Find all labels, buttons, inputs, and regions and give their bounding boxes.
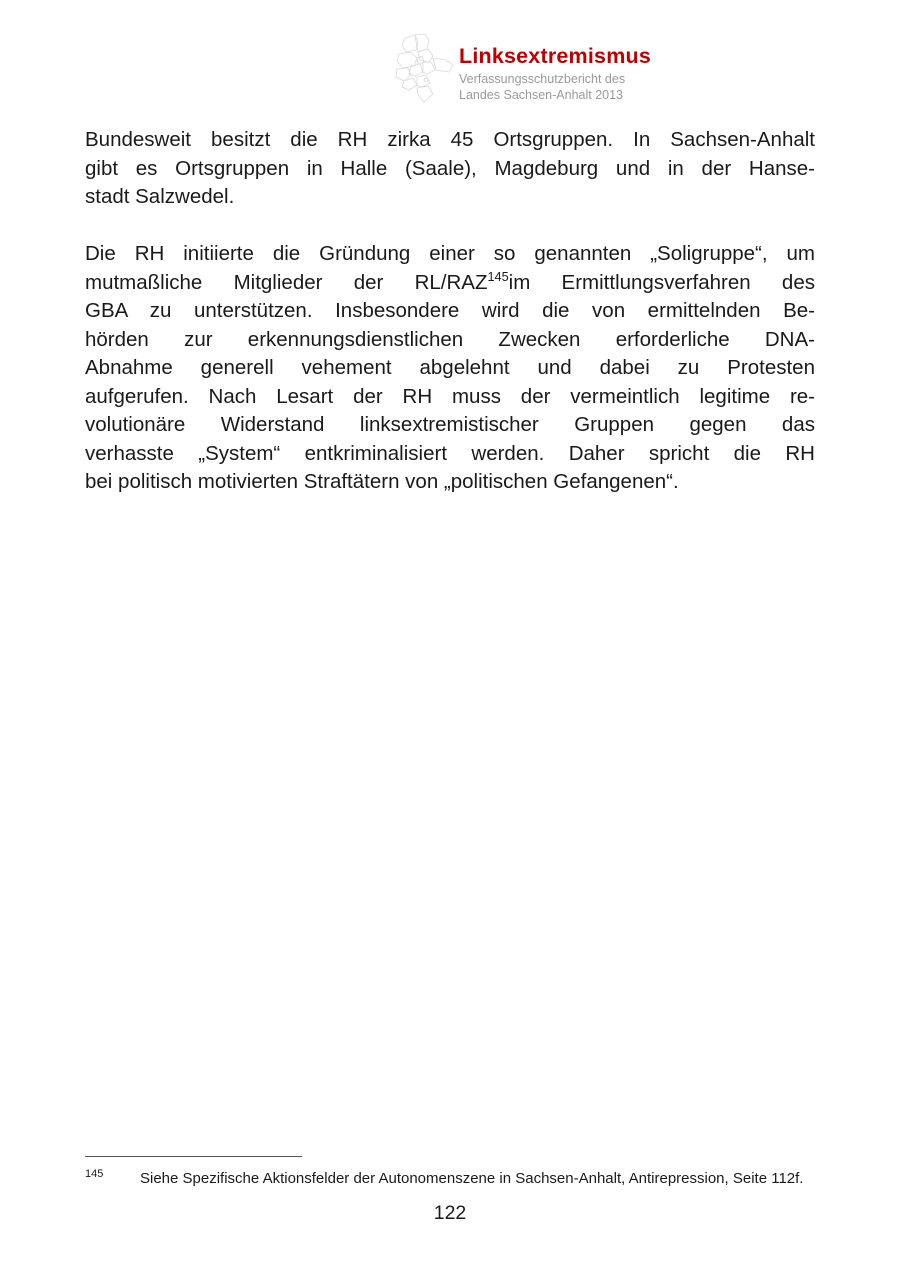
chapter-title: Linksextremismus bbox=[459, 44, 652, 68]
footnote-marker: 145 bbox=[85, 1168, 104, 1180]
paragraph-2 bbox=[85, 240, 815, 497]
text-line: GBA zu unterstützen. Insbesondere wird die von ermittelnden Be- bbox=[85, 299, 815, 322]
text-line: gibt es Ortsgruppen in Halle (Saale), Magdeburg und in der Hanse- bbox=[85, 156, 815, 180]
page-number: 122 bbox=[433, 1202, 467, 1224]
header-subtitle-line1: Verfassungsschutzbericht des bbox=[459, 72, 626, 86]
text-line: verhasste „System“ entkriminalisiert werden. Daher spricht die RH bbox=[85, 441, 815, 465]
text-line: Abnahme generell vehement abgelehnt und dabei zu Protesten bbox=[85, 356, 815, 379]
footnote bbox=[85, 1166, 815, 1188]
text-line: aufgerufen. Nach Lesart der RH muss der vermeintlich legitime re- bbox=[85, 384, 815, 408]
header-title-block bbox=[459, 44, 839, 103]
text-line: Bundesweit besitzt die RH zirka 45 Ortsgruppen. In Sachsen-Anhalt bbox=[85, 128, 815, 151]
text-line: bei politisch motivierten Straftätern von „politischen Gefangenen“. bbox=[85, 470, 679, 493]
text-line: Die RH initiierte die Gründung einer so genannten „Soligruppe“, um bbox=[85, 242, 815, 265]
text-line: volutionäre Widerstand linksextremistischer Gruppen gegen das bbox=[85, 413, 815, 436]
paragraph-1 bbox=[85, 126, 815, 212]
text-line: hörden zur erkennungsdienstlichen Zwecken erforderliche DNA- bbox=[85, 327, 815, 351]
body-text bbox=[85, 126, 815, 497]
text-line: mutmaßliche Mitglieder der RL/RAZ$^{145}$im Ermittlungsverfahren des bbox=[85, 268, 815, 294]
header-subtitle-line2: Landes Sachsen-Anhalt 2013 bbox=[459, 88, 624, 102]
page-header bbox=[0, 0, 900, 115]
sachsen-anhalt-map-icon bbox=[391, 32, 457, 106]
footnote-text: Siehe Spezifische Aktionsfelder der Autonomenszene in Sachsen-Anhalt, Antirepression, Seite 112f. bbox=[140, 1170, 804, 1187]
text-line: stadt Salzwedel. bbox=[85, 185, 235, 208]
footnote-separator bbox=[85, 1156, 302, 1157]
